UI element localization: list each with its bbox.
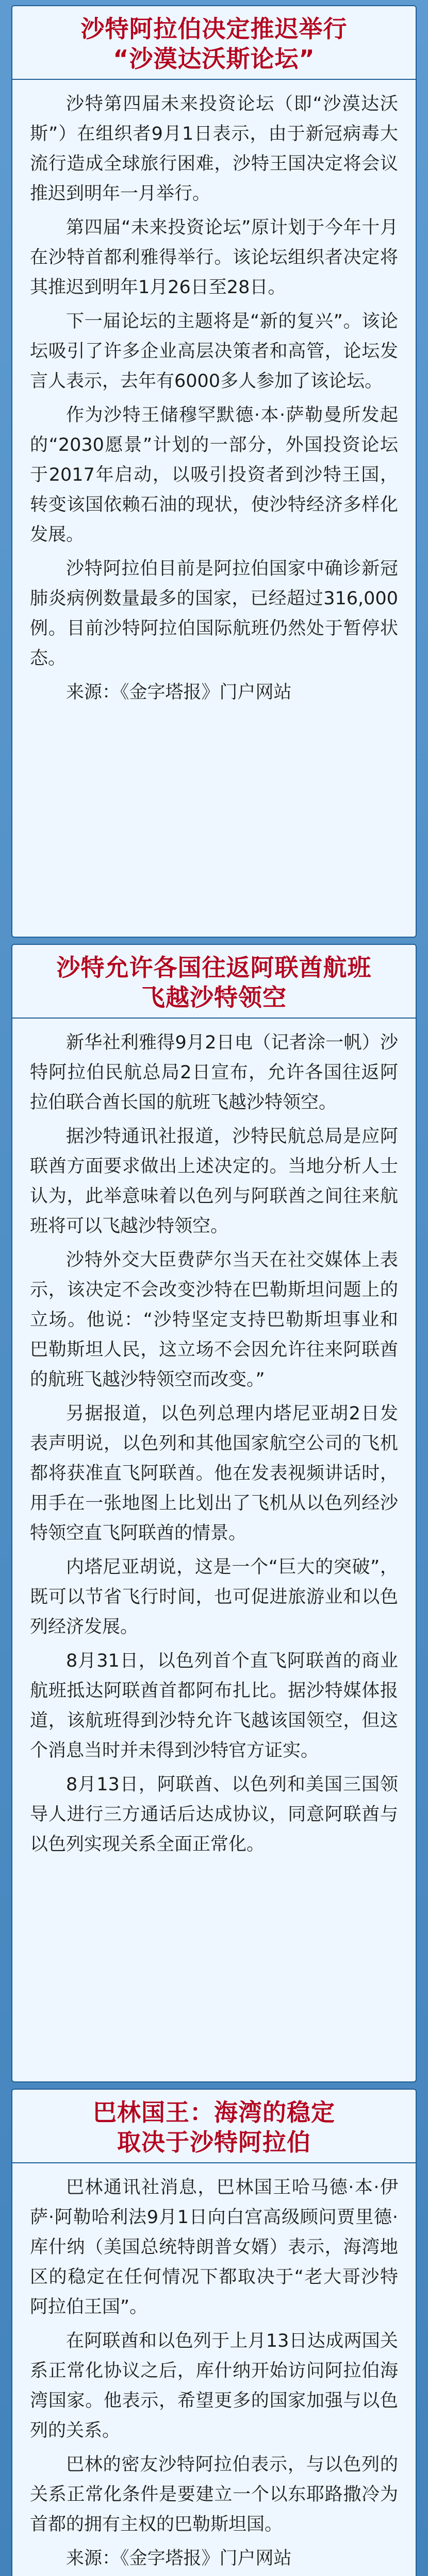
article-card-2 [11, 944, 417, 2082]
article-2-body [12, 1019, 416, 1874]
article-2-paragraph-2: 据沙特通讯社报道，沙特民航总局是应阿联酋方面要求做出上述决定的。当地分析人士认为，此举意味着以色列与阿联酋之间往来航班将可以飞越沙特领空。 [30, 1126, 398, 1236]
article-2-title-line-1: 沙特允许各国往返阿联酋航班 [56, 954, 372, 981]
article-1-paragraph-2: 第四届“未来投资论坛”原计划于今年十月在沙特首都利雅得举行。该论坛组织者决定将其推迟到明年1月26日至28日。 [30, 217, 398, 298]
article-2-paragraph-7: 8月13日，阿联酋、以色列和美国三国领导人进行三方通话后达成协议，同意阿联酋与以色列实现关系全面正常化。 [30, 1774, 398, 1855]
article-3-title-line-1: 巴林国王：海湾的稳定 [93, 2098, 335, 2126]
article-3-paragraph-2: 在阿联酋和以色列于上月13日达成两国关系正常化协议之后，库什纳开始访问阿拉伯海湾国家。他表示，希望更多的国家加强与以色列的关系。 [30, 2331, 398, 2441]
article-1-title-line-1: 沙特阿拉伯决定推迟举行 [80, 15, 348, 43]
article-1-paragraph-5: 沙特阿拉伯目前是阿拉伯国家中确诊新冠肺炎病例数量最多的国家，已经超过316,000例。目前沙特阿拉伯国际航班仍然处于暂停状态。 [30, 558, 398, 669]
article-2-header [12, 945, 416, 1019]
article-3-paragraph-3: 巴林的密友沙特阿拉伯表示，与以色列的关系正常化条件是要建立一个以东耶路撒冷为首都的拥有主权的巴勒斯坦国。 [30, 2454, 398, 2535]
article-2-title-line-2: 飞越沙特领空 [141, 983, 287, 1011]
article-2-paragraph-6: 8月31日，以色列首个直飞阿联酋的商业航班抵达阿联酋首都阿布扎比。据沙特媒体报道，该航班得到沙特允许飞越该国领空，但这个消息当时并未得到沙特官方证实。 [30, 1651, 398, 1761]
article-card-3 [11, 2089, 417, 2576]
article-2-paragraph-4: 另据报道，以色列总理内塔尼亚胡2日发表声明说，以色列和其他国家航空公司的飞机都将获准直飞阿联酋。他在发表视频讲话时，用手在一张地图上比划出了飞机从以色列经沙特领空直飞阿联酋的情景。 [30, 1403, 398, 1544]
article-2-paragraph-1: 新华社利雅得9月2日电（记者涂一帆）沙特阿拉伯民航总局2日宣布，允许各国往返阿拉伯联合酋长国的航班飞越沙特领空。 [30, 1032, 398, 1113]
article-2-paragraph-3: 沙特外交大臣费萨尔当天在社交媒体上表示，该决定不会改变沙特在巴勒斯坦问题上的立场。他说：“沙特坚定支持巴勒斯坦事业和巴勒斯坦人民，这立场不会因允许往来阿联酋的航班飞越沙特领空而改变。” [30, 1250, 398, 1390]
article-3-header [12, 2090, 416, 2163]
article-1-body [12, 80, 416, 722]
article-1-paragraph-4: 作为沙特王储穆罕默德·本·萨勒曼所发起的“2030愿景”计划的一部分，外国投资论坛于2017年启动，以吸引投资者到沙特王国，转变该国依赖石油的现状，使沙特经济多样化发展。 [30, 405, 398, 545]
article-1-header [12, 6, 416, 80]
article-3-body [12, 2163, 416, 2576]
article-1-source: 来源：《金字塔报》门户网站 [66, 682, 292, 703]
article-1-title-line-2: “沙漠达沃斯论坛” [113, 44, 315, 73]
article-1-paragraph-3: 下一届论坛的主题将是“新的复兴”。该论坛吸引了许多企业高层决策者和高管，论坛发言人表示，去年有6000多人参加了该论坛。 [30, 311, 398, 392]
article-3-source: 来源：《金字塔报》门户网站 [66, 2548, 292, 2569]
article-3-title-line-2: 取决于沙特阿拉伯 [117, 2128, 311, 2156]
article-2-paragraph-5: 内塔尼亚胡说，这是一个“巨大的突破”，既可以节省飞行时间，也可促进旅游业和以色列经济发展。 [30, 1557, 398, 1637]
article-3-paragraph-1: 巴林通讯社消息，巴林国王哈马德·本·伊萨·阿勒哈利法9月1日向白宫高级顾问贾里德·库什纳（美国总统特朗普女婿）表示，海湾地区的稳定在任何情况下都取决于“老大哥沙特阿拉伯王国”。 [30, 2177, 398, 2317]
article-1-paragraph-1: 沙特第四届未来投资论坛（即“沙漠达沃斯”）在组织者9月1日表示，由于新冠病毒大流行造成全球旅行困难，沙特王国决定将会议推迟到明年一月举行。 [30, 94, 398, 204]
article-card-1 [11, 5, 417, 938]
